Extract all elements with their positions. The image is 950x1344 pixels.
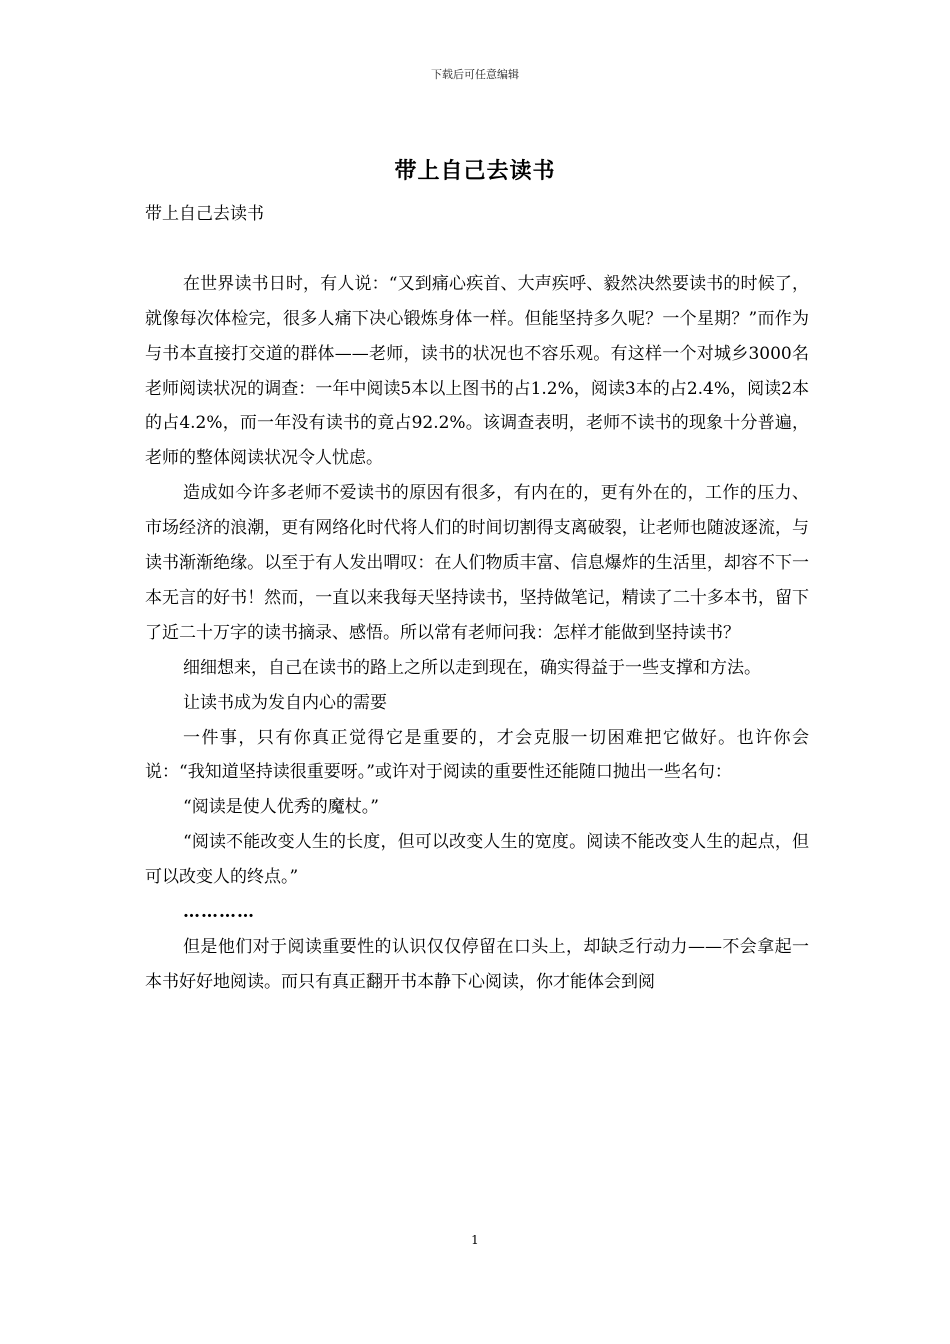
- document-body: [145, 197, 809, 1000]
- ellipsis-line: …………: [183, 902, 255, 923]
- paragraph-2: 造成如今许多老师不爱读书的原因有很多，有内在的，更有外在的，工作的压力、市场经济的浪潮，更有网络化时代将人们的时间切割得支离破裂，让老师也随波逐流，与读书渐渐绝缘。以至于有人发出喟叹：在人们物质丰富、信息爆炸的生活里，却容不下一本无言的好书！然而，一直以来我每天坚持读书，坚持做笔记，精读了二十多本书，留下了近二十万字的读书摘录、感悟。所以常有老师问我：怎样才能做到坚持读书？: [145, 483, 809, 643]
- blank-line: [145, 232, 809, 267]
- document-title: 带上自己去读书: [394, 159, 556, 184]
- paragraph-3: 细细想来，自己在读书的路上之所以走到现在，确实得益于一些支撑和方法。: [183, 657, 761, 678]
- quote-1: “阅读是使人优秀的魔杖。”: [183, 797, 379, 818]
- quote-2: “阅读不能改变人生的长度，但可以改变人生的宽度。阅读不能改变人生的起点，但可以改变人的终点。”: [145, 832, 809, 888]
- paragraph-1: 在世界读书日时，有人说：“又到痛心疾首、大声疾呼、毅然决然要读书的时候了，就像每次体检完，很多人痛下决心锻炼身体一样。但能坚持多久呢？一个星期？”而作为与书本直接打交道的群体——老师，读书的状况也不容乐观。有这样一个对城乡3000名老师阅读状况的调查：一年中阅读5本以上图书的占1.2%，阅读3本的占2.4%，阅读2本的占4.2%，而一年没有读书的竟占92.2%。该调查表明，老师不读书的现象十分普遍，老师的整体阅读状况令人忧虑。: [145, 273, 809, 469]
- section-heading: 让读书成为发自内心的需要: [183, 692, 387, 713]
- page-number: 1: [471, 1233, 479, 1247]
- paragraph-4: 一件事，只有你真正觉得它是重要的，才会克服一切困难把它做好。也许你会说：“我知道坚持读很重要呀。”或许对于阅读的重要性还能随口抛出一些名句：: [145, 727, 809, 783]
- header-note: 下载后可任意编辑: [431, 68, 519, 81]
- paragraph-5: 但是他们对于阅读重要性的认识仅仅停留在口头上，却缺乏行动力——不会拿起一本书好好地阅读。而只有真正翻开书本静下心阅读，你才能体会到阅: [145, 937, 809, 992]
- document-subtitle: 带上自己去读书: [145, 204, 264, 224]
